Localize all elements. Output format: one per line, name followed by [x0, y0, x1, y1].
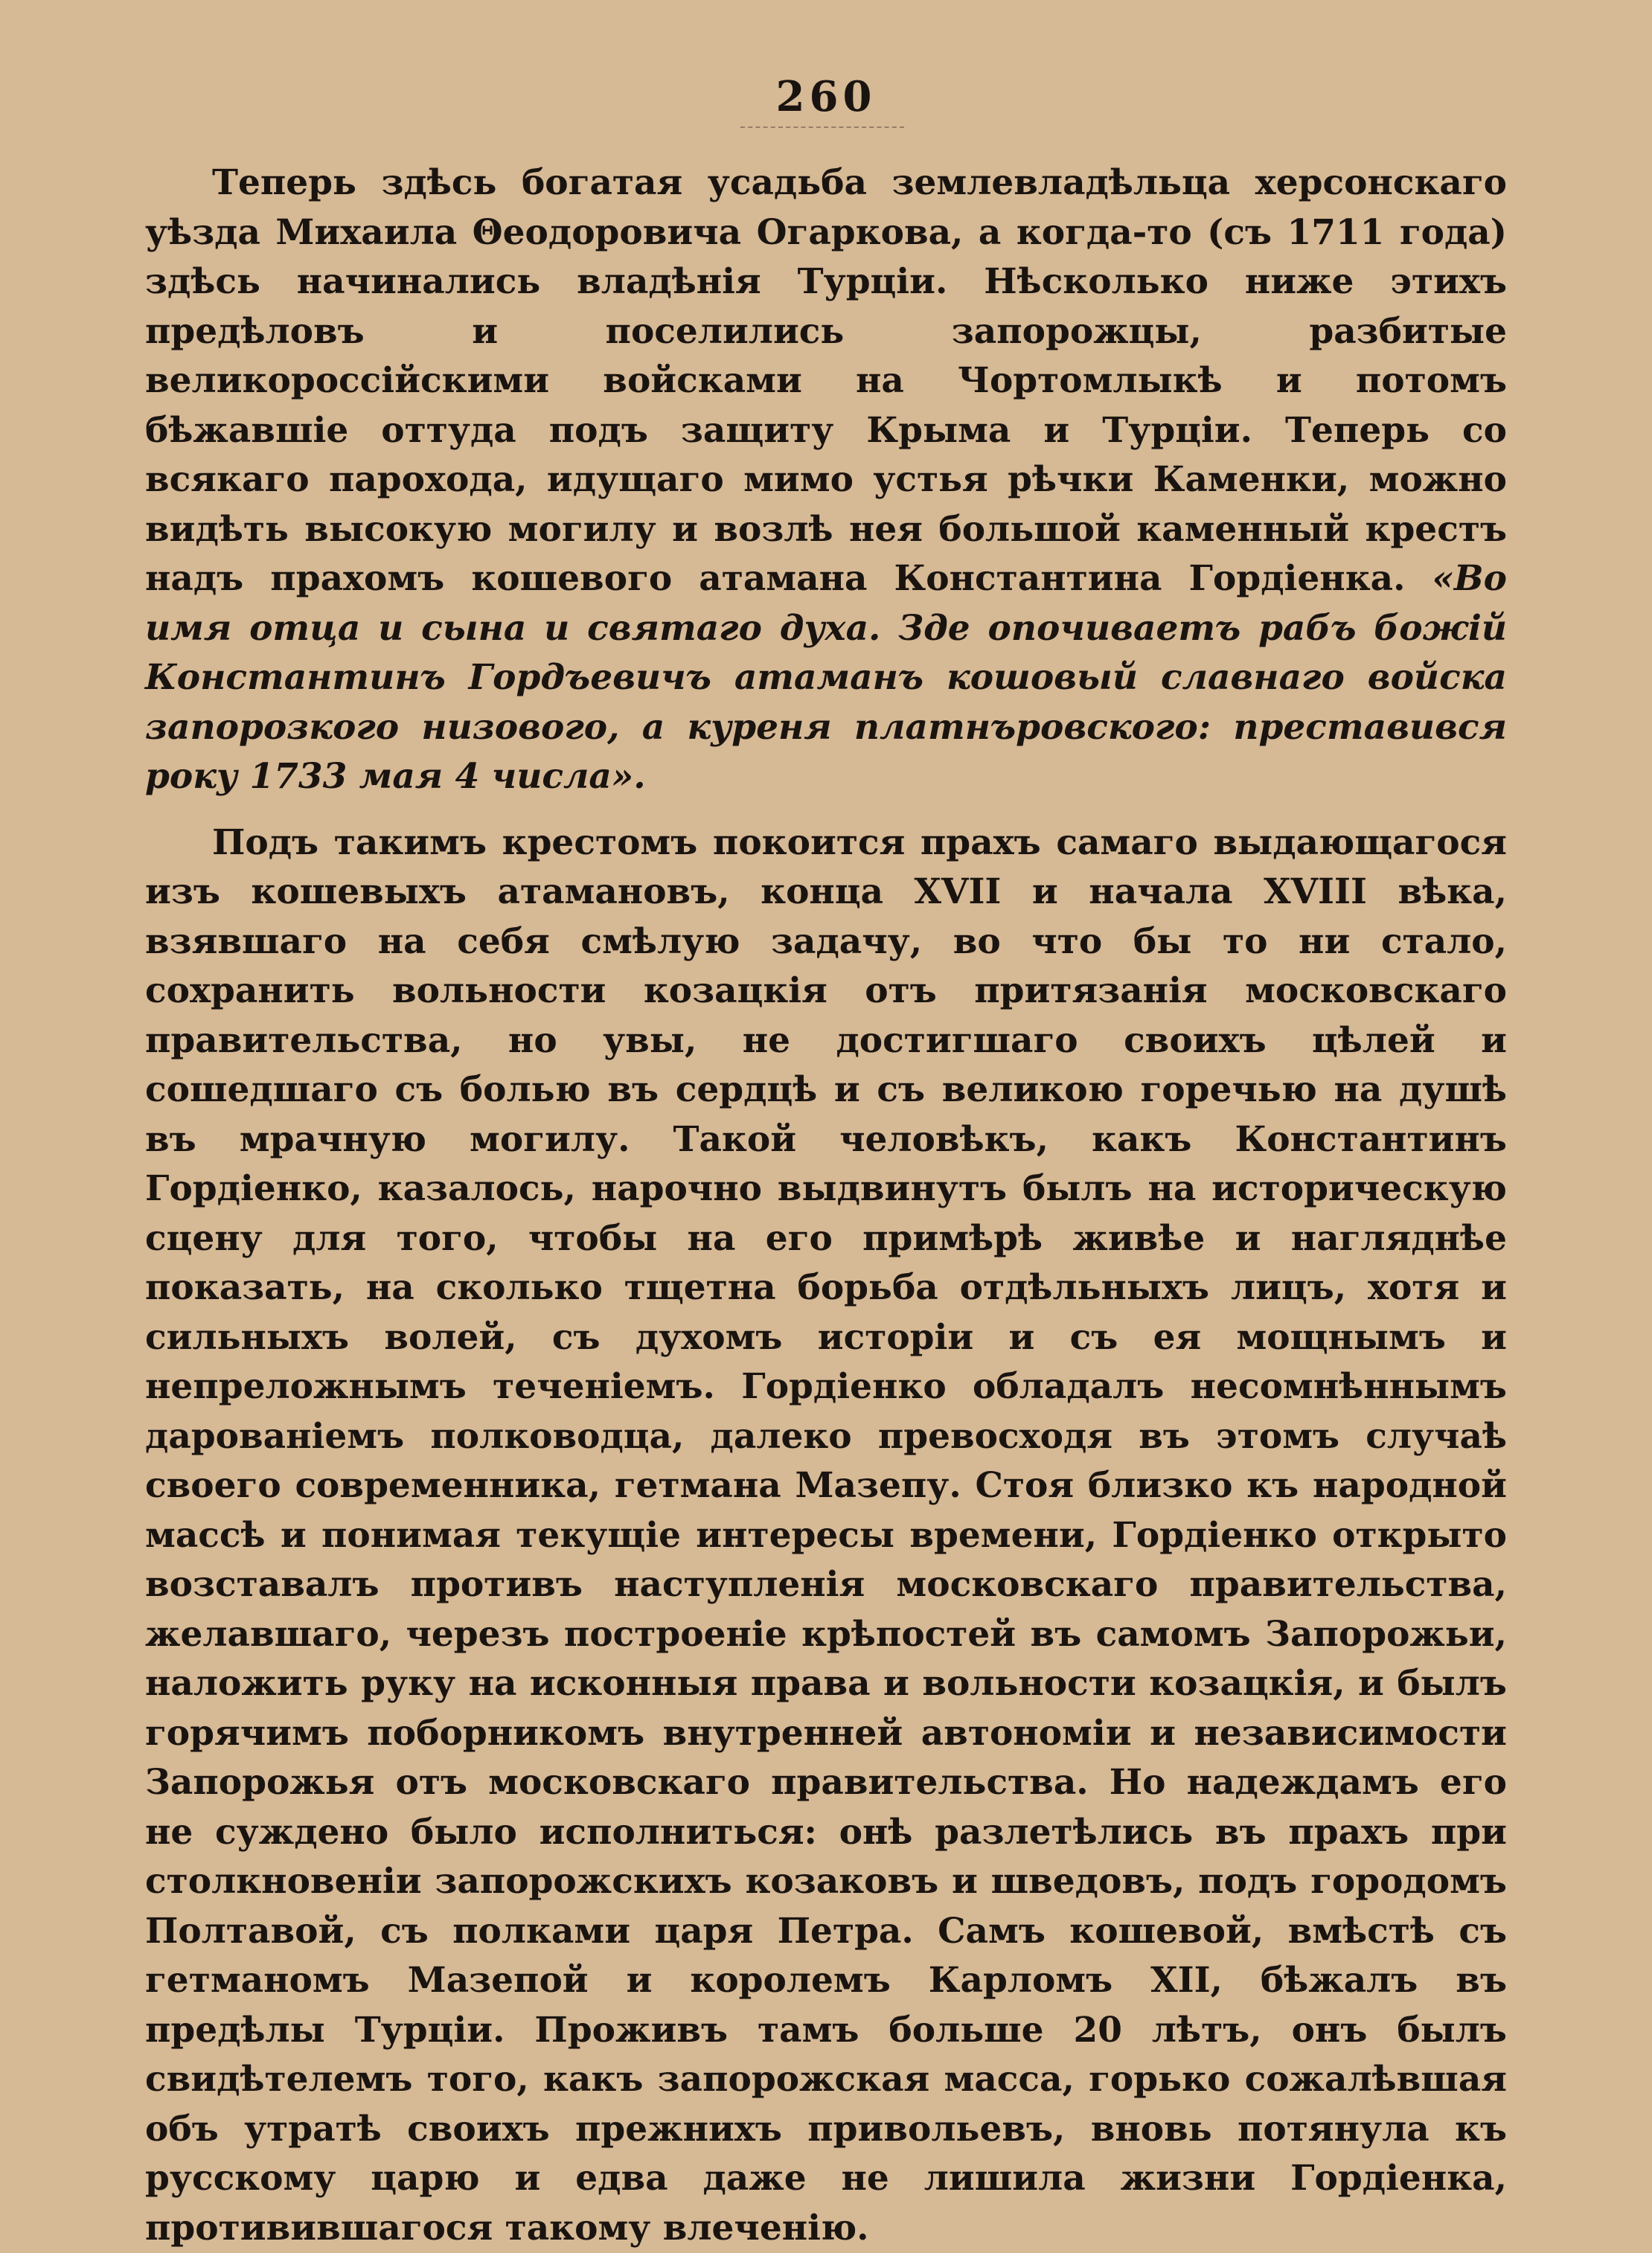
epitaph-quote: «Во имя отца и сына и святаго духа. Зде опочиваетъ рабъ божій Константинъ Гордъевичъ атаманъ кошовый славнаго войска запорозкого низового, а куреня платнъровского: преставився року 1733 мая 4 числа». — [145, 558, 1507, 797]
header-rule — [740, 126, 904, 128]
page-number: 260 — [145, 71, 1507, 123]
paragraph-2-text: Подъ такимъ крестомъ покоится прахъ самаго выдающагося изъ кошевыхъ атамановъ, конца XVII и начала XVIII вѣка, взявшаго на себя смѣлую задачу, во что бы то ни стало, сохранить вольности козацкія отъ притязанія московскаго правительства, но увы, не достигшаго своихъ цѣлей и сошедшаго съ болью въ сердцѣ и съ великою горечью на душѣ въ мрачную могилу. Такой человѣкъ, какъ Константинъ Гордіенко, казалось, нарочно выдвинутъ былъ на историческую сцену для того, чтобы на его примѣрѣ живѣе и нагляднѣе показать, на сколько тщетна борьба отдѣльныхъ лицъ, хотя и сильныхъ волей, съ духомъ исторіи и съ ея мощнымъ и непреложнымъ теченіемъ. Гордіенко обладалъ несомнѣннымъ дарованіемъ полководца, далеко превосходя въ этомъ случаѣ своего современника, гетмана Мазепу. Стоя близко къ народной массѣ и понимая текущіе интересы времени, Гордіенко открыто возставалъ противъ наступленія московскаго правительства, желавшаго, черезъ построеніе крѣпостей въ самомъ Запорожьи, наложить руку на исконныя права и вольности козацкія, и былъ горячимъ поборникомъ внутренней автономіи и независимости Запорожья отъ московскаго правительства. Но надеждамъ его не суждено было исполниться: онѣ разлетѣлись въ прахъ при столкновеніи запорожскихъ козаковъ и шведовъ, подъ городомъ Полтавой, съ полками царя Петра. Самъ кошевой, вмѣстѣ съ гетманомъ Мазепой и королемъ Карломъ XII, бѣжалъ въ предѣлы Турціи. Проживъ тамъ больше 20 лѣтъ, онъ былъ свидѣтелемъ того, какъ запорожская масса, горько сожалѣвшая объ утратѣ своихъ прежнихъ привольевъ, вновь потянула къ русскому царю и едва даже не лишила жизни Гордіенка, противившагося такому влеченію. — [145, 822, 1507, 2249]
book-page — [145, 71, 1507, 2139]
paragraph-1-text: Теперь здѣсь богатая усадьба землевладѣльца херсонскаго уѣзда Михаила Θеодоровича Огаркова, а когда-то (съ 1711 года) здѣсь начинались владѣнія Турціи. Нѣсколько ниже этихъ предѣловъ и поселились запорожцы, разбитые великороссійскими войсками на Чортомлыкѣ и потомъ бѣжавшіе оттуда подъ защиту Крыма и Турціи. Теперь со всякаго парохода, идущаго мимо устья рѣчки Каменки, можно видѣть высокую могилу и возлѣ нея большой каменный крестъ надъ прахомъ кошевого атамана Константина Гордіенка. — [145, 162, 1507, 599]
paragraph-2 — [145, 818, 1507, 2253]
page-body — [145, 158, 1507, 2253]
paragraph-1 — [145, 158, 1507, 802]
